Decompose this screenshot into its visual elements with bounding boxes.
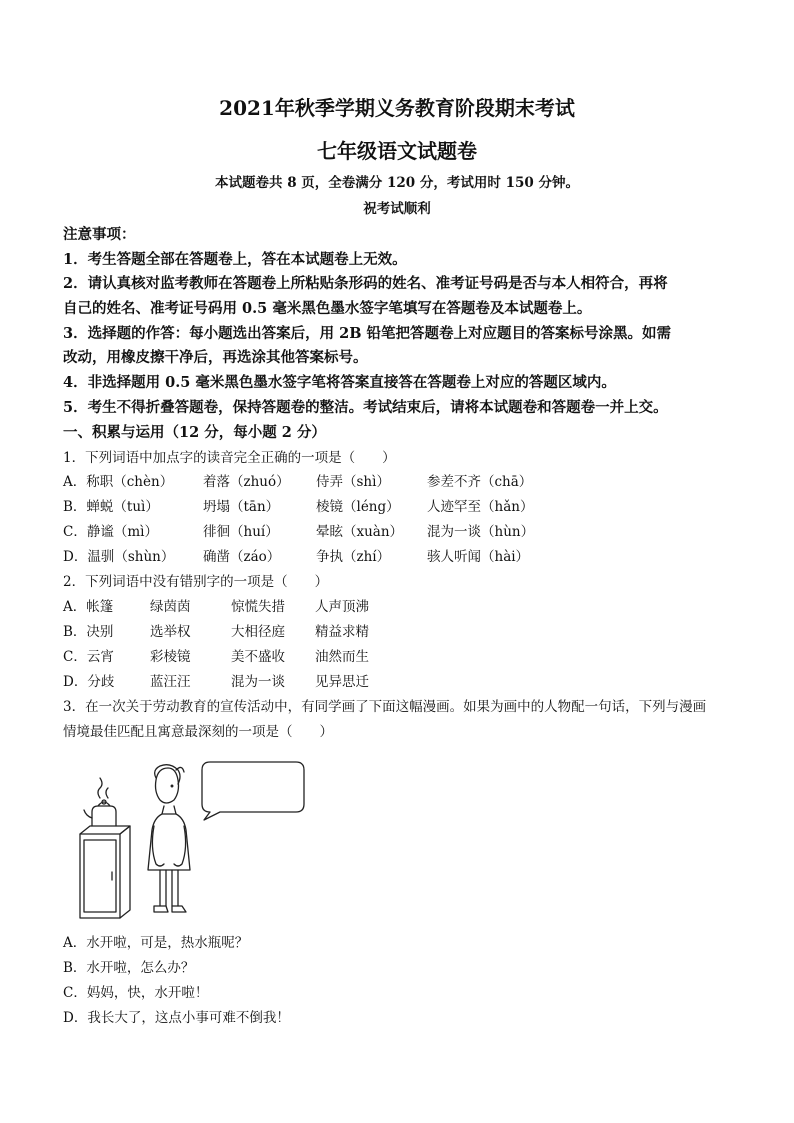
empty-speech-bubble (202, 762, 304, 820)
q3-option-a: A．水开啦，可是，热水瓶呢？ (63, 935, 249, 951)
notes-heading: 注意事项： (63, 226, 136, 243)
exam-title: 2021年秋季学期义务教育阶段期末考试 (219, 96, 575, 120)
q1-cell: A．称职（chèn） (63, 474, 174, 490)
q1-cell: 确凿（záo） (203, 549, 281, 565)
note-line: 5．考生不得折叠答题卷，保持答题卷的整洁。考试结束后，请将本试题卷和答题卷一并上交。 (63, 399, 668, 416)
q1-cell: 混为一谈（hùn） (427, 524, 535, 540)
girl-figure (148, 765, 190, 912)
q1-cell: 坍塌（tān） (203, 499, 280, 515)
q2-cell: 蓝汪汪 (150, 674, 191, 690)
q2-stem: 2．下列词语中没有错别字的一项是（ ） (63, 574, 329, 590)
q2-cell: 精益求精 (315, 624, 369, 640)
q2-cell: 惊慌失措 (231, 599, 285, 615)
q2-cell: 绿茵茵 (150, 599, 191, 615)
section-heading: 一、积累与运用（12 分，每小题 2 分） (63, 424, 326, 441)
q2-cell: 美不盛收 (231, 649, 285, 665)
note-line: 3．选择题的作答：每小题选出答案后，用 2B 铅笔把答题卷上对应题目的答案标号涂黑。如需 (63, 325, 672, 342)
q1-cell: 骇人听闻（hài） (427, 549, 530, 565)
q3-stem: 3．在一次关于劳动教育的宣传活动中，有同学画了下面这幅漫画。如果为画中的人物配一句话，下列与漫画 (63, 699, 707, 715)
q1-cell: C．静谧（mì） (63, 524, 158, 540)
q2-cell: 彩棱镜 (150, 649, 191, 665)
exam-subtitle: 七年级语文试题卷 (317, 139, 477, 163)
stove-cabinet (80, 826, 130, 918)
exam-info: 本试题卷共 8 页，全卷满分 120 分，考试用时 150 分钟。 (215, 175, 579, 191)
q1-cell: 徘徊（huí） (203, 524, 279, 540)
q3-option-c: C．妈妈，快，水开啦！ (63, 985, 209, 1001)
q1-cell: 晕眩（xuàn） (316, 524, 404, 540)
note-line: 4．非选择题用 0.5 毫米黑色墨水签字笔将答案直接答在答题卷上对应的答题区域内。 (63, 374, 616, 391)
q2-cell: 混为一谈 (231, 674, 285, 690)
q3-stem: 情境最佳匹配且寓意最深刻的一项是（ ） (63, 724, 333, 740)
q3-option-b: B．水开啦，怎么办？ (63, 960, 195, 976)
cartoon-illustration (70, 760, 320, 920)
exam-wish: 祝考试顺利 (363, 201, 431, 217)
q2-cell: 大相径庭 (231, 624, 285, 640)
q1-cell: 侍弄（shì） (316, 474, 390, 490)
q1-cell: B．蝉蜕（tuì） (63, 499, 159, 515)
q1-cell: 棱镜（léng） (316, 499, 400, 515)
boiling-kettle-icon (84, 778, 116, 826)
q2-cell: 见异思迁 (315, 674, 369, 690)
q2-cell: 选举权 (150, 624, 191, 640)
q2-cell: D．分歧 (63, 674, 115, 690)
note-line: 自己的姓名、准考证号码用 0.5 毫米黑色墨水签字笔填写在答题卷及本试题卷上。 (63, 300, 592, 317)
q2-cell: 油然而生 (315, 649, 369, 665)
q1-cell: 着落（zhuó） (203, 474, 290, 490)
q2-cell: A．帐篷 (63, 599, 114, 615)
q1-cell: D．温驯（shùn） (63, 549, 175, 565)
note-line: 1．考生答题全部在答题卷上，答在本试题卷上无效。 (63, 251, 407, 268)
q1-cell: 人迹罕至（hǎn） (427, 499, 534, 515)
q1-cell: 争执（zhí） (316, 549, 391, 565)
note-line: 改动，用橡皮擦干净后，再选涂其他答案标号。 (63, 349, 368, 366)
q2-cell: 人声顶沸 (315, 599, 369, 615)
q1-stem: 1．下列词语中加点字的读音完全正确的一项是（ ） (63, 450, 396, 466)
note-line: 2．请认真核对监考教师在答题卷上所粘贴条形码的姓名、准考证号码是否与本人相符合，再将 (63, 275, 668, 292)
q2-cell: C．云宵 (63, 649, 114, 665)
q2-cell: B．决别 (63, 624, 114, 640)
q3-option-d: D．我长大了，这点小事可难不倒我！ (63, 1010, 290, 1026)
q1-cell: 参差不齐（chā） (427, 474, 533, 490)
